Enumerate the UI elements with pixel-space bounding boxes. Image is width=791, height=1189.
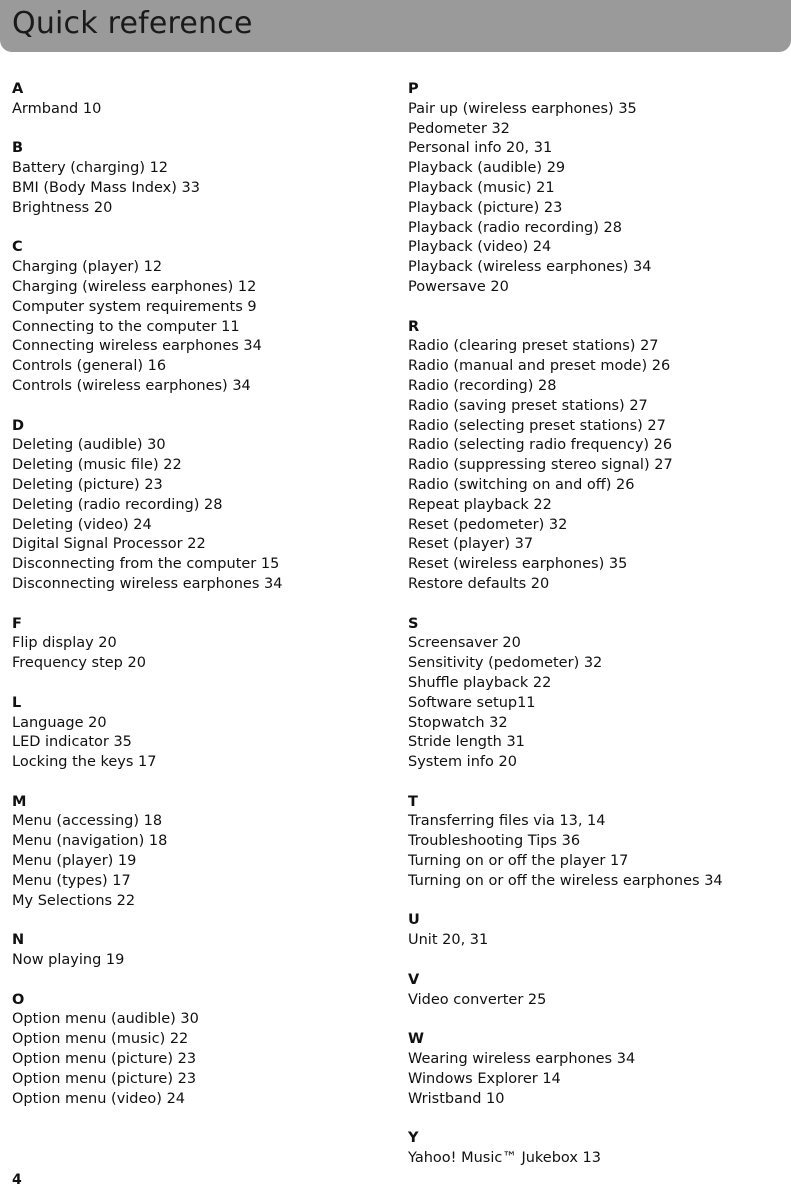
index-letter-heading: P	[408, 81, 419, 97]
index-entry: Deleting (audible) 30	[12, 437, 166, 454]
index-letter-heading: T	[408, 793, 418, 810]
index-letter-heading: U	[408, 912, 420, 929]
index-entry: Wristband 10	[408, 1090, 505, 1107]
index-entry: Radio (selecting radio frequency) 26	[408, 437, 673, 454]
index-letter-heading: N	[12, 932, 25, 949]
index-entry: Deleting (radio recording) 28	[12, 496, 223, 513]
index-entry: Disconnecting from the computer 15	[12, 556, 280, 573]
index-group-a	[12, 80, 392, 120]
index-entry: Playback (wireless earphones) 34	[408, 259, 652, 276]
index-entry: Software setup11	[408, 694, 536, 711]
index-letter-heading: W	[408, 1031, 424, 1048]
index-letter-heading: F	[12, 615, 22, 632]
index-entry: BMI (Body Mass Index) 33	[12, 179, 200, 196]
index-group-v	[408, 971, 791, 1011]
header-bar	[0, 0, 791, 52]
index-entry: Playback (audible) 29	[408, 160, 566, 177]
index-entry: Battery (charging) 12	[12, 160, 169, 177]
index-entry: Reset (wireless earphones) 35	[408, 556, 628, 573]
index-entry: LED indicator 35	[12, 734, 132, 751]
index-entry: Radio (recording) 28	[408, 377, 557, 394]
index-entry: Stopwatch 32	[408, 714, 508, 731]
index-entry: Yahoo! Music™ Jukebox 13	[408, 1150, 602, 1167]
index-group-o	[12, 991, 392, 1110]
index-group-m	[12, 793, 392, 912]
index-entry: Controls (wireless earphones) 34	[12, 377, 251, 394]
index-entry: Connecting wireless earphones 34	[12, 338, 262, 355]
index-letter-heading: C	[12, 239, 23, 256]
index-letter-heading: V	[408, 971, 420, 988]
index-entry: Deleting (music file) 22	[12, 457, 182, 474]
page-title: Quick reference	[12, 6, 253, 41]
index-entry: Windows Explorer 14	[408, 1070, 561, 1087]
index-letter-heading: S	[408, 615, 419, 632]
index-entry: Turning on or off the wireless earphones 34	[408, 872, 723, 889]
index-entry: Transferring files via 13, 14	[408, 813, 606, 830]
index-group-t	[408, 793, 791, 892]
index-entry: Digital Signal Processor 22	[12, 536, 206, 553]
index-entry: Now playing 19	[12, 952, 125, 969]
index-entry: Troubleshooting Tips 36	[408, 833, 581, 850]
index-entry: Locking the keys 17	[12, 754, 157, 771]
index-entry: Frequency step 20	[12, 655, 146, 672]
index-entry: Radio (manual and preset mode) 26	[408, 358, 671, 375]
index-column-right	[408, 80, 791, 1189]
index-entry: Menu (accessing) 18	[12, 813, 163, 830]
index-group-b	[12, 139, 392, 218]
index-entry: Reset (pedometer) 32	[408, 516, 568, 533]
index-entry: Option menu (picture) 23	[12, 1051, 197, 1068]
index-entry: Option menu (audible) 30	[12, 1011, 199, 1028]
index-entry: Pair up (wireless earphones) 35	[408, 100, 637, 117]
index-entry: Radio (selecting preset stations) 27	[408, 417, 666, 434]
index-entry: Shuffle playback 22	[408, 674, 552, 691]
index-entry: Controls (general) 16	[12, 358, 167, 375]
index-group-w	[408, 1030, 791, 1109]
index-entry: Brightness 20	[12, 199, 113, 216]
index-letter-heading: M	[12, 793, 27, 810]
index-entry: Restore defaults 20	[408, 575, 550, 592]
index-group-r	[408, 318, 791, 595]
index-entry: Reset (player) 37	[408, 536, 534, 553]
index-entry: Option menu (video) 24	[12, 1090, 186, 1107]
index-entry: Radio (clearing preset stations) 27	[408, 338, 659, 355]
index-entry: Menu (types) 17	[12, 872, 131, 889]
index-entry: Flip display 20	[12, 635, 117, 652]
index-entry: System info 20	[408, 754, 517, 771]
index-group-s	[408, 615, 791, 773]
index-entry: Pedometer 32	[408, 120, 510, 137]
index-entry: Radio (saving preset stations) 27	[408, 397, 648, 414]
index-group-p	[408, 80, 791, 298]
index-entry: Personal info 20, 31	[408, 140, 553, 157]
index-entry: Video converter 25	[408, 991, 547, 1008]
index-entry: Option menu (music) 22	[12, 1031, 189, 1048]
index-entry: Unit 20, 31	[408, 932, 489, 949]
index-entry: Charging (wireless earphones) 12	[12, 278, 257, 295]
index-entry: Disconnecting wireless earphones 34	[12, 575, 283, 592]
index-entry: Radio (switching on and off) 26	[408, 476, 635, 493]
index-entry: Connecting to the computer 11	[12, 318, 240, 335]
index-entry: Radio (suppressing stereo signal) 27	[408, 457, 673, 474]
index-entry: Computer system requirements 9	[12, 298, 257, 315]
index-entry: Playback (picture) 23	[408, 199, 563, 216]
index-entry: Language 20	[12, 714, 107, 731]
index-group-y	[408, 1129, 791, 1169]
index-letter-heading: B	[12, 140, 24, 157]
index-group-n	[12, 931, 392, 971]
index-entry: Repeat playback 22	[408, 496, 552, 513]
index-entry: Playback (radio recording) 28	[408, 219, 622, 236]
index-group-d	[12, 417, 392, 595]
index-letter-heading: Y	[408, 1130, 419, 1147]
index-letter-heading: D	[12, 417, 25, 434]
index-entry: Wearing wireless earphones 34	[408, 1051, 636, 1068]
index-entry: Playback (video) 24	[408, 239, 552, 256]
index-entry: Menu (navigation) 18	[12, 833, 168, 850]
index-entry: Sensitivity (pedometer) 32	[408, 655, 603, 672]
index-group-l	[12, 694, 392, 773]
index-entry: Menu (player) 19	[12, 853, 137, 870]
index-entry: Screensaver 20	[408, 635, 521, 652]
index-entry: Deleting (picture) 23	[12, 476, 163, 493]
index-entry: Playback (music) 21	[408, 179, 555, 196]
index-entry: Stride length 31	[408, 734, 525, 751]
index-entry: Powersave 20	[408, 278, 509, 295]
index-group-f	[12, 615, 392, 674]
index-letter-heading: R	[408, 318, 420, 335]
index-letter-heading: A	[12, 81, 24, 97]
index-letter-heading: O	[12, 991, 25, 1008]
index-column-left	[12, 80, 392, 1129]
index-group-u	[408, 911, 791, 951]
index-letter-heading: L	[12, 694, 22, 711]
index-entry: Armband 10	[12, 100, 102, 117]
index-entry: Deleting (video) 24	[12, 516, 152, 533]
index-entry: My Selections 22	[12, 892, 136, 909]
index-entry: Turning on or off the player 17	[408, 853, 629, 870]
index-group-c	[12, 238, 392, 396]
index-entry: Charging (player) 12	[12, 259, 163, 276]
page-number: 4	[12, 1172, 22, 1188]
index-entry: Option menu (picture) 23	[12, 1070, 197, 1087]
